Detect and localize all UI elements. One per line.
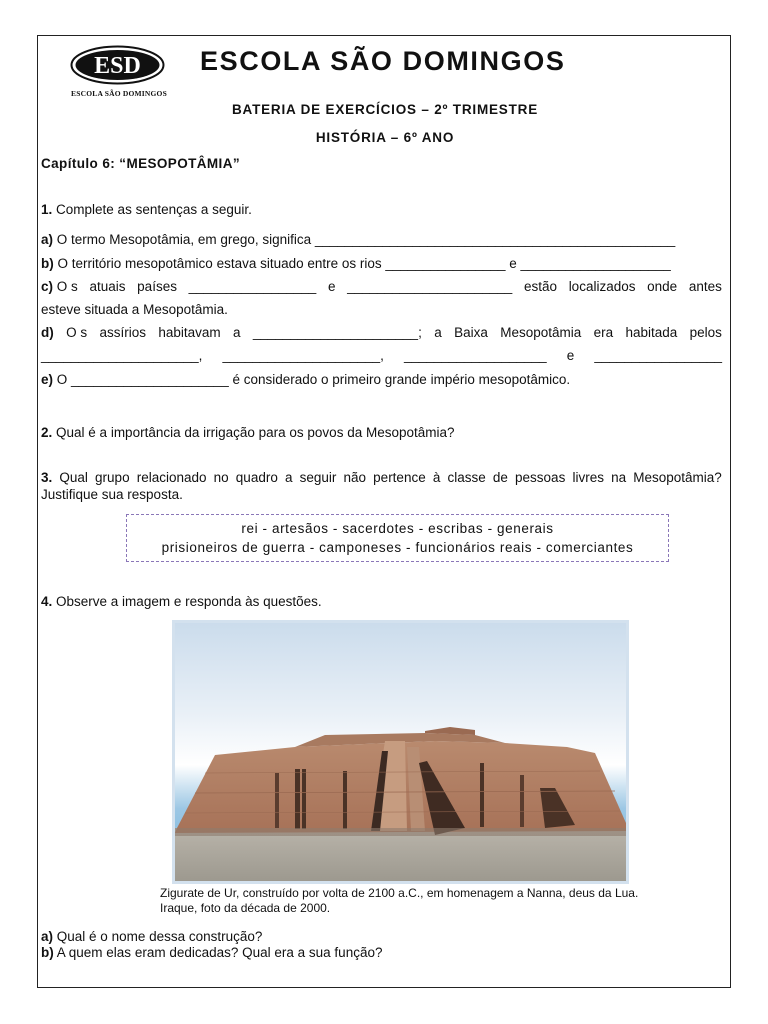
box-line-1: rei - artesãos - sacerdotes - escribas - generais [241,521,554,536]
chapter-title: Capítulo 6: “MESOPOTÂMIA” [41,156,240,171]
item-text: O termo Mesopotâmia, em grego, significa ________________________________________________ [56,232,676,247]
word: relacionado [136,470,207,485]
word: no [213,470,229,485]
question-4 [41,594,322,609]
logo-text: ESD [94,53,141,79]
word: quadro [235,470,278,485]
worksheet-page [37,35,731,988]
item-label: d) [41,325,54,340]
word: habitavam [158,325,221,340]
blank: _________________ [594,348,722,363]
question-1c [41,279,722,294]
social-groups-box [126,514,669,562]
blank: _________________ [188,279,317,294]
word: não [343,470,367,485]
question-1a [41,232,675,247]
ziggurat-image [175,623,626,881]
question-number: 3. [41,470,53,485]
word: estão [523,279,558,294]
word: a [434,325,442,340]
box-line-2: prisioneiros de guerra - camponeses - funcionários reais - comerciantes [161,540,634,555]
word: habitada [625,325,678,340]
item-label: c) [41,279,54,294]
photo-caption: Zigurate de Ur, construído por volta de 2100 a.C., em homenagem a Nanna, deus da Lua. Iraque, foto da década de 2000. [160,886,639,915]
question-1d-line2 [41,348,722,363]
word: onde [647,279,678,294]
question-4b [41,945,382,960]
word: a [233,325,241,340]
question-text: Observe a imagem e responda às questões. [56,594,322,609]
word: livres [572,470,604,485]
item-label: b) [41,256,54,271]
word: O s [56,279,78,294]
word: a [284,470,293,485]
blank: _____________________, [41,348,203,363]
word: seguir [299,470,337,485]
word: e [566,348,575,363]
question-text: Qual é a importância da irrigação para os povos da Mesopotâmia? [56,425,455,440]
question-number: 2. [41,425,53,440]
blank: ___________________ [404,348,547,363]
word: e [327,279,336,294]
item-label: a) [41,929,54,944]
word: antes [688,279,722,294]
word: pertence [373,470,426,485]
word: Baixa [454,325,488,340]
question-number: 4. [41,594,53,609]
logo-caption: ESCOLA SÃO DOMINGOS [71,89,167,98]
blank: _____________________, [222,348,384,363]
blank: ______________________; [252,325,422,340]
word: na [611,470,627,485]
word: grupo [95,470,130,485]
word: assírios [99,325,146,340]
school-logo [70,45,165,85]
question-1b [41,256,671,271]
word: classe [447,470,486,485]
word: Mesopotâmia? [633,470,722,485]
question-text: Complete as sentenças a seguir. [56,202,252,217]
item-label: b) [41,945,54,960]
question-3-line2: Justifique sua resposta. [41,487,183,502]
exercise-battery-title: BATERIA DE EXERCÍCIOS – 2º TRIMESTRE [231,102,539,117]
word: de [492,470,508,485]
question-4a [41,929,262,944]
question-1 [41,202,252,217]
question-1d [41,325,722,340]
blank: ______________________ [347,279,513,294]
item-text: A quem elas eram dedicadas? Qual era a sua função? [56,945,383,960]
question-1c-continuation: esteve situada a Mesopotâmia. [41,302,228,317]
ziggurat-photo [172,620,629,884]
subject-grade-title: HISTÓRIA – 6º ANO [315,130,455,145]
word: à [432,470,441,485]
question-3 [41,470,722,485]
word: pessoas [515,470,566,485]
item-text: Qual é o nome dessa construção? [56,929,263,944]
item-text: O _____________________ é considerado o primeiro grande império mesopotâmico. [56,372,571,387]
word: localizados [568,279,636,294]
word: Qual [59,470,88,485]
word: países [137,279,177,294]
word: O s [66,325,88,340]
item-label: a) [41,232,54,247]
word: atuais [89,279,126,294]
word: Mesopotâmia [500,325,582,340]
item-text: O território mesopotâmico estava situado entre os rios ________________ e ____________________ [57,256,671,271]
question-1e [41,372,570,387]
school-name: ESCOLA SÃO DOMINGOS [200,46,566,76]
word: era [593,325,614,340]
item-label: e) [41,372,54,387]
question-2 [41,425,455,440]
question-number: 1. [41,202,53,217]
word: pelos [689,325,722,340]
